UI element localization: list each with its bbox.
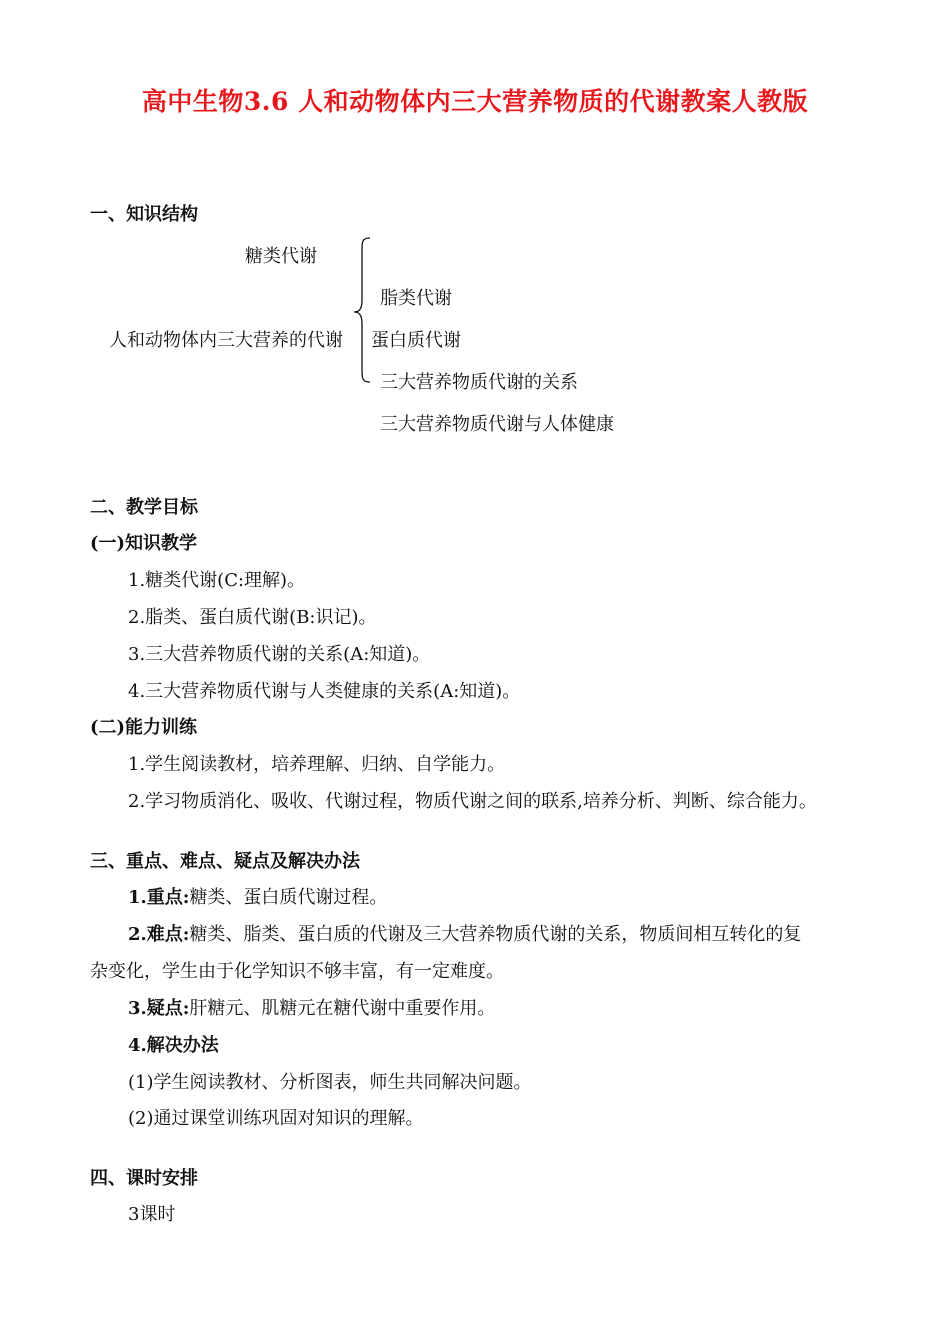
list-item: 2.脂类、蛋白质代谢(B:识记)。 xyxy=(128,607,377,628)
difficulty-line xyxy=(128,920,801,946)
diagram-branch-protein: 蛋白质代谢 xyxy=(371,330,461,351)
section-heading-goals: 二、教学目标 xyxy=(90,497,198,518)
key-point-text: 糖类、蛋白质代谢过程。 xyxy=(189,887,388,908)
solution-item: (1)学生阅读教材、分析图表，师生共同解决问题。 xyxy=(128,1072,532,1093)
section-heading-schedule: 四、课时安排 xyxy=(90,1168,198,1189)
subheading-knowledge: (一)知识教学 xyxy=(90,533,198,554)
diagram-branch-fat: 脂类代谢 xyxy=(380,288,452,309)
difficulty-text-continued: 杂变化，学生由于化学知识不够丰富，有一定难度。 xyxy=(90,961,504,982)
list-item: 1.糖类代谢(C:理解)。 xyxy=(128,570,306,591)
diagram-branch-sugar: 糖类代谢 xyxy=(245,246,317,267)
doubt-line xyxy=(128,994,495,1020)
diagram-root: 人和动物体内三大营养的代谢 xyxy=(109,330,343,351)
section-heading-keypoints: 三、重点、难点、疑点及解决办法 xyxy=(90,851,360,872)
solution-item: (2)通过课堂训练巩固对知识的理解。 xyxy=(128,1108,424,1129)
diagram-branch-health: 三大营养物质代谢与人体健康 xyxy=(380,414,614,435)
key-point-label: 1.重点: xyxy=(128,887,190,908)
list-item: 1.学生阅读教材，培养理解、归纳、自学能力。 xyxy=(128,754,506,775)
difficulty-text: 糖类、脂类、蛋白质的代谢及三大营养物质代谢的关系，物质间相互转化的复 xyxy=(189,924,802,945)
difficulty-label: 2.难点: xyxy=(128,924,190,945)
curly-brace-icon xyxy=(352,236,374,384)
doubt-label: 3.疑点: xyxy=(128,998,190,1019)
key-point-line xyxy=(128,883,387,909)
list-item: 4.三大营养物质代谢与人类健康的关系(A:知道)。 xyxy=(128,681,521,702)
solution-heading: 4.解决办法 xyxy=(128,1035,219,1056)
doubt-text: 肝糖元、肌糖元在糖代谢中重要作用。 xyxy=(189,998,496,1019)
list-item: 3.三大营养物质代谢的关系(A:知道)。 xyxy=(128,644,431,665)
section-heading-structure: 一、知识结构 xyxy=(90,204,198,225)
list-item: 2.学习物质消化、吸收、代谢过程，物质代谢之间的联系,培养分析、判断、综合能力。 xyxy=(128,791,817,812)
subheading-ability: (二)能力训练 xyxy=(90,717,198,738)
schedule-text: 3课时 xyxy=(128,1204,176,1225)
document-title: 高中生物3.6 人和动物体内三大营养物质的代谢教案人教版 xyxy=(141,87,809,116)
diagram-branch-relation: 三大营养物质代谢的关系 xyxy=(380,372,578,393)
